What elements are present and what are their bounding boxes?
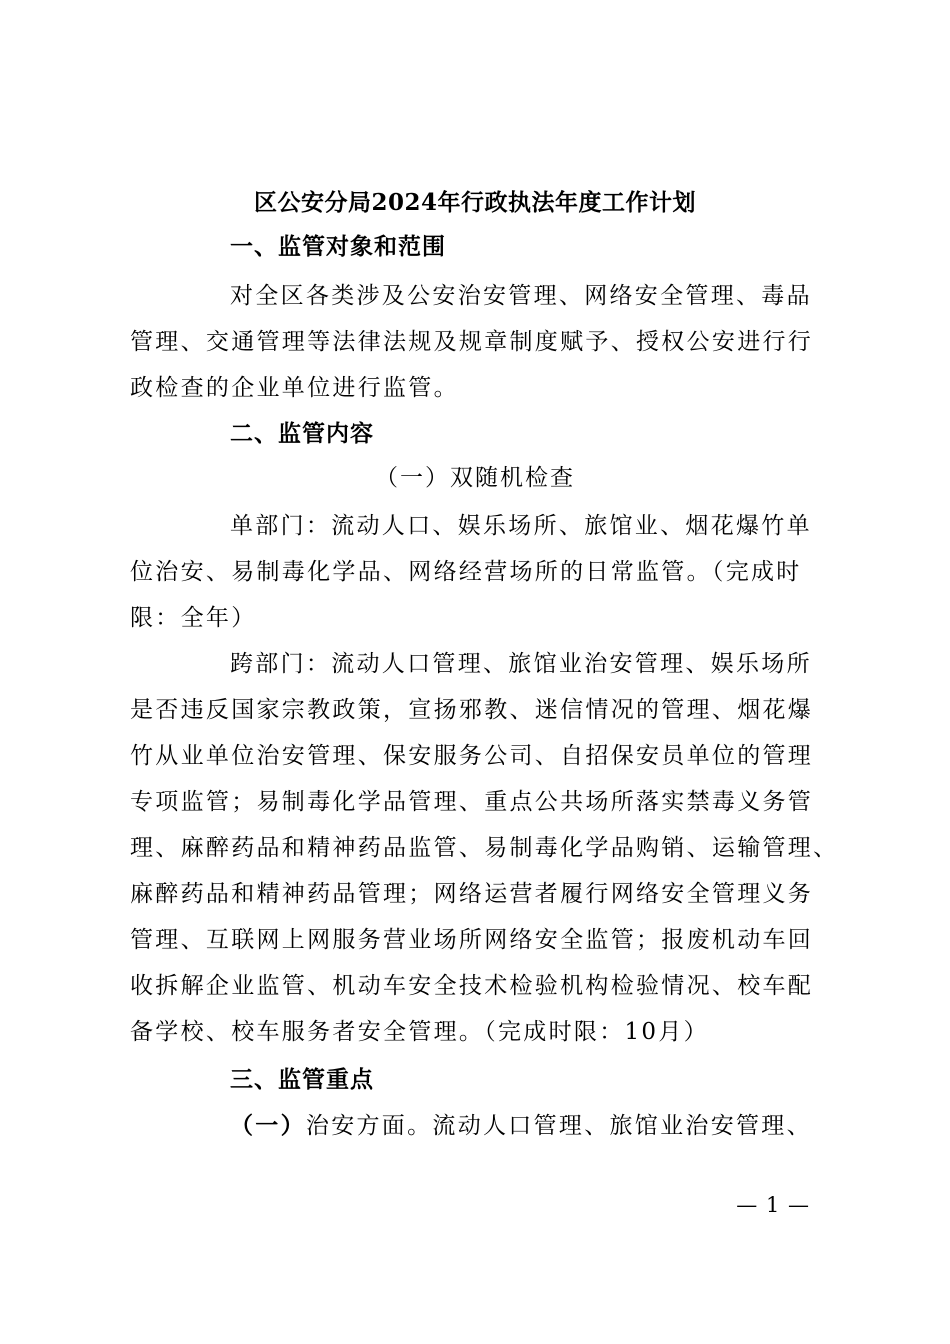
cross-dept-line-5: 理、麻醉药品和精神药品监管、易制毒化学品购销、运输管理、 bbox=[130, 835, 839, 861]
section1-line-3: 政检查的企业单位进行监管。 bbox=[130, 375, 459, 401]
page-number: — 1 — bbox=[736, 1193, 810, 1217]
cross-dept-line-8: 收拆解企业监管、机动车安全技术检验机构检验情况、校车配 bbox=[130, 973, 814, 999]
section3-item1-label: （一） bbox=[230, 1112, 306, 1139]
cross-dept-line-2: 是否违反国家宗教政策，宣扬邪教、迷信情况的管理、烟花爆 bbox=[130, 697, 814, 723]
cross-dept-line-4: 专项监管；易制毒化学品管理、重点公共场所落实禁毒义务管 bbox=[130, 789, 814, 815]
section1-line-2: 管理、交通管理等法律法规及规章制度赋予、授权公安进行行 bbox=[130, 329, 814, 355]
section3-item1-text: 治安方面。流动人口管理、旅馆业治安管理、 bbox=[305, 1113, 812, 1139]
section1-paragraph bbox=[130, 273, 830, 411]
cross-dept-line-1: 跨部门：流动人口管理、旅馆业治安管理、娱乐场所 bbox=[230, 651, 812, 677]
cross-dept-line-3: 竹从业单位治安管理、保安服务公司、自招保安员单位的管理 bbox=[130, 743, 814, 769]
cross-dept-line-9: 备学校、校车服务者安全管理。（完成时限：10月） bbox=[130, 1019, 709, 1045]
section3-heading: 三、监管重点 bbox=[230, 1067, 374, 1093]
single-dept-line-1: 单部门：流动人口、娱乐场所、旅馆业、烟花爆竹单 bbox=[230, 513, 812, 539]
cross-dept-line-7: 管理、互联网上网服务营业场所网络安全监管；报废机动车回 bbox=[130, 927, 814, 953]
cross-dept-paragraph bbox=[130, 641, 839, 1055]
single-dept-line-2: 位治安、易制毒化学品、网络经营场所的日常监管。（完成时 bbox=[130, 559, 802, 585]
section2-heading: 二、监管内容 bbox=[230, 421, 374, 447]
section3-item1-line bbox=[230, 1103, 830, 1149]
cross-dept-line-6: 麻醉药品和精神药品管理；网络运营者履行网络安全管理义务 bbox=[130, 881, 814, 907]
section1-line-1: 对全区各类涉及公安治安管理、网络安全管理、毒品 bbox=[230, 283, 812, 309]
single-dept-line-3: 限：全年） bbox=[130, 605, 257, 631]
page-title: 区公安分局2024年行政执法年度工作计划 bbox=[253, 189, 696, 216]
single-dept-paragraph bbox=[130, 503, 830, 641]
section2-subheading: （一）双随机检查 bbox=[375, 465, 575, 491]
section1-heading: 一、监管对象和范围 bbox=[230, 234, 446, 260]
section3-item1-paragraph bbox=[230, 1103, 830, 1149]
